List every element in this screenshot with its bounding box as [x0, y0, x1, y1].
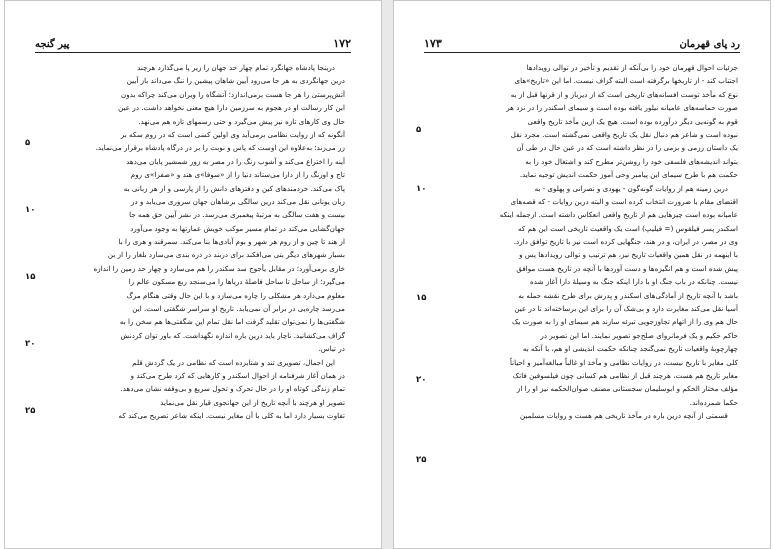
text-line: اجتناب کند - از تاریخها برگرفته است البته گزاف نیست. اما این «تاریخ»های: [514, 76, 738, 86]
text-line: آنگونه که از روایت نظامی برمی‌آید وی اولین کسی است که در روم سکه بر: [120, 129, 345, 139]
right-line-number: ۱۵: [416, 293, 427, 303]
text-line: مغایر تاریخ هم هست، هرچند قبل از نظامی هم کسانی چون فیلسوفین فاتک: [512, 370, 738, 380]
right-page: [393, 0, 771, 549]
text-line: از هند تا چین و از روم هر شهر و بوم آبادی‌ها بنا می‌کند. سمرقند و هری را با: [118, 237, 345, 247]
left-line-number: ۲۰: [25, 339, 36, 349]
text-line: اقتضای مقام یا ضرورت انتخاب کرده است و البته درین روایات - که قصه‌های: [510, 196, 738, 206]
left-page-body: [45, 61, 345, 423]
left-page: [4, 0, 382, 549]
text-line: صورت حماسه‌های عامیانه نیلور یافته بوده است و سیمای اسکندر را در نزد هر: [506, 103, 738, 113]
left-page-header: [35, 36, 351, 53]
text-line: شگفتی‌ها را نمی‌توان تقلید گرفت اما نقل تمام این شگفتی‌ها هم سخن را به: [119, 317, 345, 327]
text-line: زر می‌زند؛ به‌علاوه این اوست که پاس و نوبت را بر در درگاه پادشاه برقرار می‌نماید.: [95, 143, 345, 153]
text-line: آسیا نقل می‌کند مغایرت دارد و بی‌شک آن را برای این برساخته‌اند تا در عین: [514, 304, 738, 314]
text-line: در همان آغاز شرفنامه از احوال اسکندر و کارهایی که کرد طرح می‌کند و: [130, 370, 345, 380]
text-line: باشد با آنچه تاریخ از آمادگی‌های اسکندر و پدرش برای طرح نقشه حمله به: [518, 290, 738, 300]
right-page-body: [438, 61, 738, 423]
text-line: خاری برمی‌آورد؛ در مقابل یأجوج سد سکندر را هم می‌سازد و چهار حد زمین را اندازه: [93, 263, 345, 273]
text-line: کلی مغایر با تاریخ نیست، در روایات نظامی و مآخذ او غالباً مبالغه‌آمیز و احیاناً: [509, 357, 738, 367]
text-line: این کار رسالت او در هجوم به سرزمین دارا هیچ معنی نخواهد داشت. در عین: [118, 103, 345, 113]
text-line: آتش‌پرستی را هر جا هست برمی‌اندازد؛ آتشگاه را ویران می‌کند چراکه بدون: [120, 89, 345, 99]
left-line-number: ۱۰: [25, 205, 36, 215]
left-page-number: ۱۷۲: [333, 37, 351, 50]
text-line: حاکم حکیم و یک فرمانروای صلح‌جو تصویر نمایند. اما این تصویر در: [540, 330, 738, 340]
text-line: گزاف می‌کشانید. ناچار باید درین باره اندازه نگهداشت. که باور توان کردنش: [120, 330, 345, 340]
text-line: معلوم می‌دارد هر مشکلی را چاره می‌سازد و با این حال وقتی هنگام مرگ: [126, 290, 345, 300]
right-header-title: رد پای قهرمان: [679, 39, 740, 50]
text-line: پاک می‌کند. خردمندهای کین و دفترهای دانش را از پارسی و از هر زبانی به: [123, 183, 345, 193]
right-line-number: ۵: [416, 125, 422, 135]
text-line: زبان یونانی نقل می‌کند درین سالگی برشاهان جهان سروری می‌یابد و در: [131, 196, 345, 206]
left-line-number: ۲۵: [25, 406, 36, 416]
text-line: عامیانه بوده است چیزهایی هم از تاریخ واقعی انعکاس داشته است. ازجمله اینکه: [499, 210, 738, 220]
text-line: با اینهمه در نقل همین واقعیات تاریخ نیز، هم ترتیب و توالی رویدادها پس و: [519, 250, 738, 260]
text-line: حال وی کارهای تازه نیز پیش می‌گیرد و حتی رسمهای تازه هم می‌نهد.: [138, 116, 345, 126]
text-line: آینه را اختراع می‌کند و آشوب زنگ را در مصر به زور شمشیر پایان می‌دهد: [126, 156, 345, 166]
text-line: این اجمال، تصویری تند و شتابزده است که نظامی در یک گردش قلم: [132, 357, 335, 367]
text-line: تاج و اورنگ را از دارا می‌ستاند دنیا را از «سوفا»ی هند و «صفرا»ی روم: [130, 170, 345, 180]
text-line: بتواند اندیشه‌های فلسفی خود را روشن‌تر مطرح کند و اشتغال خود را به: [525, 156, 738, 166]
text-line: وی در مصر، در ایران، و در هند، جنگهایی کرده است نیز با تاریخ توافق دارد.: [513, 237, 738, 247]
text-line: پیش شده است و هم انگیزه‌ها و دست آوردها با آنچه در تاریخ هست موافق: [516, 263, 738, 273]
text-line: حال هم وی را از اتهام تجاوزجویی تبرئه سازند هم سیمای او را به صورت یک: [511, 317, 738, 327]
left-header-title: پیر گنجه: [35, 39, 70, 50]
book-gutter: [382, 0, 393, 549]
text-line: یک داستان رزمی و بزمی را در نظر داشته است که در عین حال در طی آن: [516, 143, 738, 153]
text-line: مؤلف مختار الحکم و ابوسلیمان سجستانی مصنف صوان‌الحکمه نیز او را از: [516, 384, 738, 394]
text-line: تفاوت بسیار دارد اما به کلی با آن مغایر نیست. اینکه شاعر تصریح می‌کند که: [118, 411, 345, 421]
text-line: اسکندر پسر فیلقوس (= فیلیپ) است یک واقعیت تاریخی است این هم که: [518, 223, 738, 233]
right-line-number: ۲۵: [416, 455, 427, 465]
right-page-header: [424, 36, 740, 53]
text-line: بسیار شهرهای دیگر بنی می‌افکند برای دربند در دره بندی می‌سازد بلغار را از بن: [107, 250, 345, 260]
left-line-number: ۱۵: [25, 272, 36, 282]
text-line: نیست. چنانکه در باب جنگ او با دارا اینکه جنگ به وسیلهٔ دارا آغاز شده: [530, 277, 738, 287]
text-line: قسمتی از آنچه درین باره در مآخذ تاریخی هم هست و روایات مسلمین: [520, 411, 728, 421]
text-line: درین زمینه هم از روایات گونه‌گون - یهودی و نصرانی و پهلوی - به: [534, 183, 728, 193]
text-line: تصویر او هرچند با آنچه تاریخ از این جهانجوی قیار نقل می‌نماید: [160, 397, 345, 407]
text-line: جهان‌گشایی می‌کند در تمام مسیر موکب خویش عمارتها به وجود می‌آورد: [130, 223, 345, 233]
text-line: درینجا پادشاه جهانگرد تمام چهار حد جهان را زیر پا می‌گذارد هرچند: [137, 63, 335, 72]
left-line-number: ۵: [25, 138, 31, 148]
right-page-number: ۱۷۳: [424, 37, 442, 50]
right-line-number: ۲۰: [416, 375, 427, 385]
text-line: قوم به گونه‌یی دیگر درآورده بوده است. هیچ یک ازین مآخذ تاریخ واقعی: [527, 116, 738, 126]
text-line: چهارچوبهٔ واقعیات تاریخ نمی‌گنجد چنانکه حکمت اندیشی او هم، با آنکه به: [522, 344, 738, 354]
text-line: می‌گیرد؛ از ساحل تا ساحل فاصلهٔ دریاها را می‌سنجد ربع مسکون عالم را: [128, 277, 345, 287]
text-line: می‌رسد چاره‌یی در برابر آن نمی‌یابد. تاریخ او سراسر شگفتی است. این: [132, 304, 345, 314]
text-line: بیست و هفت سالگی به مرتبهٔ پیغمبری می‌رسد. در نشر آیین حق همه جا: [129, 210, 345, 220]
text-line: حکما شمرده‌اند.: [689, 397, 738, 407]
text-line: درین جهانگردی به هر جا می‌رود آیین شاهان پیشین را ننگ می‌داند باز آیین: [126, 76, 345, 86]
text-line: نوع که مأخذ توست افسانه‌های تاریخی است که از دیرباز و از قرنها قبل از به: [510, 89, 738, 99]
text-line: نبوده است و شاعر هم دنبال نقل یک تاریخ واقعی نمی‌گشته است. مجرد نقل: [510, 129, 738, 139]
text-line: در تیاس.: [318, 344, 345, 354]
text-line: حکمت هم با طرح سیمای این پیامبر وحی آموز حکمت اندیش توجیه نماید.: [519, 170, 738, 180]
text-line: جزئیات احوال قهرمان خود را بی‌آنکه از تقدیم و تأخیر در توالی رویدادها: [526, 63, 738, 72]
text-line: تمام زندگی کوتاه او را در حال تحرک و تحول سریع و بی‌وقفه نشان می‌دهد.: [120, 384, 345, 394]
right-line-number: ۱۰: [416, 184, 427, 194]
